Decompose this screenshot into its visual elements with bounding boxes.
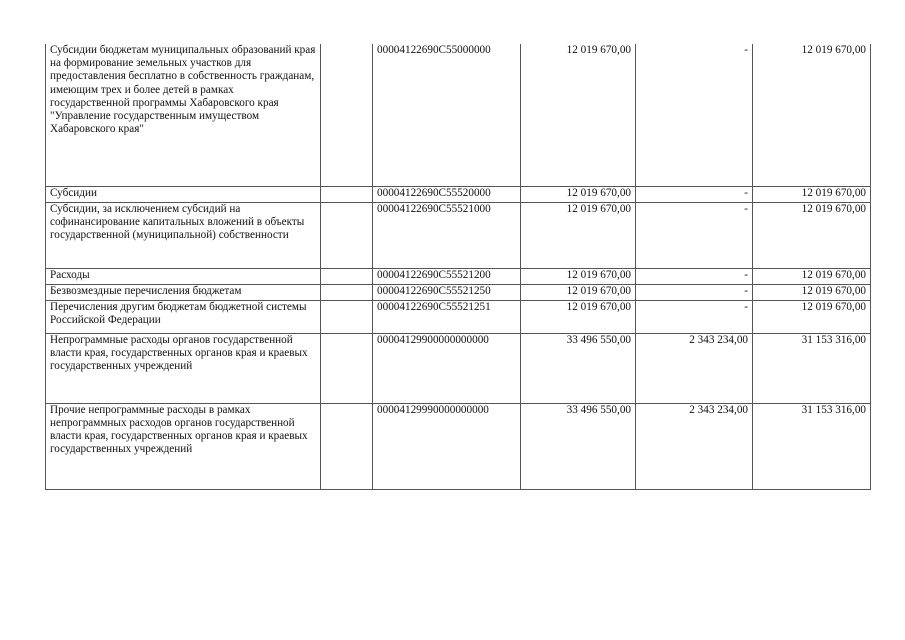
empty-cell xyxy=(321,186,373,202)
executed-amount-cell: - xyxy=(636,268,753,284)
budget-code-cell: 00004122690С55521251 xyxy=(373,300,521,333)
approved-amount-cell: 33 496 550,00 xyxy=(521,333,636,403)
executed-amount-cell: - xyxy=(636,186,753,202)
executed-amount-cell: - xyxy=(636,284,753,300)
expense-name-cell: Прочие непрограммные расходы в рамках непрограммных расходов органов государственной власти края, государственных органов края и краевых государственных учреждений xyxy=(46,403,321,489)
expense-name-cell: Непрограммные расходы органов государственной власти края, государственных органов края и краевых государственных учреждений xyxy=(46,333,321,403)
table-row xyxy=(46,333,871,403)
budget-code-cell: 00004122690С55000000 xyxy=(373,44,521,186)
table-row xyxy=(46,403,871,489)
remaining-amount-cell: 12 019 670,00 xyxy=(753,44,871,186)
table-row xyxy=(46,202,871,268)
remaining-amount-cell: 12 019 670,00 xyxy=(753,300,871,333)
table-row xyxy=(46,44,871,186)
empty-cell xyxy=(321,300,373,333)
executed-amount-cell: - xyxy=(636,202,753,268)
table-row xyxy=(46,284,871,300)
approved-amount-cell: 12 019 670,00 xyxy=(521,284,636,300)
empty-cell xyxy=(321,268,373,284)
expense-name-cell: Субсидии xyxy=(46,186,321,202)
empty-cell xyxy=(321,403,373,489)
table-row xyxy=(46,186,871,202)
approved-amount-cell: 12 019 670,00 xyxy=(521,202,636,268)
budget-code-cell: 00004122690С55521250 xyxy=(373,284,521,300)
remaining-amount-cell: 12 019 670,00 xyxy=(753,186,871,202)
remaining-amount-cell: 12 019 670,00 xyxy=(753,268,871,284)
approved-amount-cell: 12 019 670,00 xyxy=(521,268,636,284)
budget-code-cell: 00004129990000000000 xyxy=(373,403,521,489)
approved-amount-cell: 12 019 670,00 xyxy=(521,44,636,186)
expense-name-cell: Перечисления другим бюджетам бюджетной системы Российской Федерации xyxy=(46,300,321,333)
executed-amount-cell: 2 343 234,00 xyxy=(636,333,753,403)
budget-code-cell: 00004122690С55521000 xyxy=(373,202,521,268)
expense-name-cell: Безвозмездные перечисления бюджетам xyxy=(46,284,321,300)
approved-amount-cell: 33 496 550,00 xyxy=(521,403,636,489)
expense-name-cell: Субсидии, за исключением субсидий на софинансирование капитальных вложений в объекты государственной (муниципальной) собственности xyxy=(46,202,321,268)
table-row xyxy=(46,300,871,333)
empty-cell xyxy=(321,44,373,186)
budget-code-cell: 00004122690С55521200 xyxy=(373,268,521,284)
executed-amount-cell: - xyxy=(636,44,753,186)
budget-execution-table xyxy=(45,44,871,490)
empty-cell xyxy=(321,284,373,300)
empty-cell xyxy=(321,202,373,268)
executed-amount-cell: 2 343 234,00 xyxy=(636,403,753,489)
approved-amount-cell: 12 019 670,00 xyxy=(521,186,636,202)
table-row xyxy=(46,268,871,284)
remaining-amount-cell: 31 153 316,00 xyxy=(753,403,871,489)
budget-code-cell: 00004122690С55520000 xyxy=(373,186,521,202)
remaining-amount-cell: 12 019 670,00 xyxy=(753,202,871,268)
approved-amount-cell: 12 019 670,00 xyxy=(521,300,636,333)
remaining-amount-cell: 31 153 316,00 xyxy=(753,333,871,403)
expense-name-cell: Субсидии бюджетам муниципальных образований края на формирование земельных участков для предоставления бесплатно в собственность гражданам, имеющим трех и более детей в рамках государственной программы Хабаровского края "Управление государственным имуществом Хабаровского края" xyxy=(46,44,321,186)
remaining-amount-cell: 12 019 670,00 xyxy=(753,284,871,300)
expense-name-cell: Расходы xyxy=(46,268,321,284)
executed-amount-cell: - xyxy=(636,300,753,333)
empty-cell xyxy=(321,333,373,403)
budget-code-cell: 00004129900000000000 xyxy=(373,333,521,403)
